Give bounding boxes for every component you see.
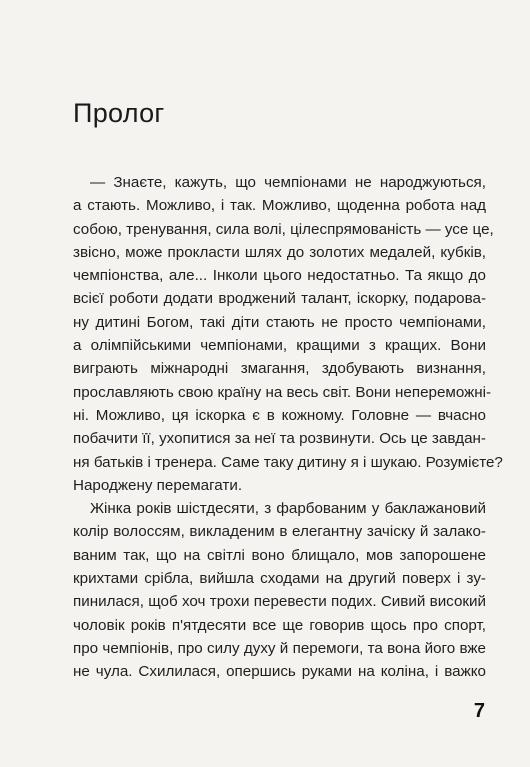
paragraph-2: [73, 497, 486, 683]
text-line: чоловік років п'ятдесяти все ще говорив щось про спорт,: [73, 616, 486, 634]
text-line: виграють міжнародні змагання, здобувають визнання,: [73, 360, 486, 378]
text-line: ваним так, що на світлі воно блищало, мов запорошене: [73, 546, 486, 564]
page-number: 7: [473, 700, 485, 722]
text-line: всієї роботи додати вроджений талант, іскорку, подарова-: [73, 290, 486, 308]
text-line: колір волоссям, викладеним в елегантну зачіску й залако-: [73, 523, 486, 541]
text-line: собою, тренування, сила волі, цілеспрямованість — усе це,: [73, 220, 494, 238]
text-line: Жінка років шістдесяти, з фарбованим у баклажановий: [90, 500, 486, 518]
text-line: не чула. Схилилася, опершись руками на коліна, і важко: [73, 663, 486, 681]
text-line: крихтами срібла, вийшла сходами на другий поверх і зу-: [73, 570, 486, 588]
text-line: ня батьків і тренера. Саме таку дитину я і шукаю. Розумієте?: [73, 453, 503, 471]
body-text: [73, 171, 503, 684]
text-line: ну дитині Богом, такі діти стають не просто чемпіонами,: [73, 313, 486, 331]
text-line: ні. Можливо, ця іскорка є в кожному. Головне — вчасно: [73, 406, 486, 424]
chapter-title: Пролог: [73, 98, 165, 128]
paragraph-1: [73, 171, 503, 497]
text-line: чемпіонства, але... Інколи цього недостатньо. Та якщо до: [73, 267, 486, 285]
text-line: а олімпійськими чемпіонами, кращими з кращих. Вони: [73, 337, 486, 355]
text-line: про чемпіонів, про силу духу й перемоги, та вона його вже: [73, 639, 486, 657]
text-line: пинилася, щоб хоч трохи перевести подих. Сивий високий: [73, 593, 486, 611]
text-line: побачити її, ухопитися за неї та розвинути. Ось це завдан-: [73, 430, 486, 448]
text-line: а стають. Можливо, і так. Можливо, щоденна робота над: [73, 197, 486, 215]
text-line: Народжену перемагати.: [73, 476, 243, 494]
text-line: — Знаєте, кажуть, що чемпіонами не народжуються,: [90, 174, 486, 191]
text-line: звісно, може прокласти шлях до золотих медалей, кубків,: [73, 243, 486, 261]
text-line: прославляють свою країну на весь світ. Вони непереможні-: [73, 383, 492, 401]
